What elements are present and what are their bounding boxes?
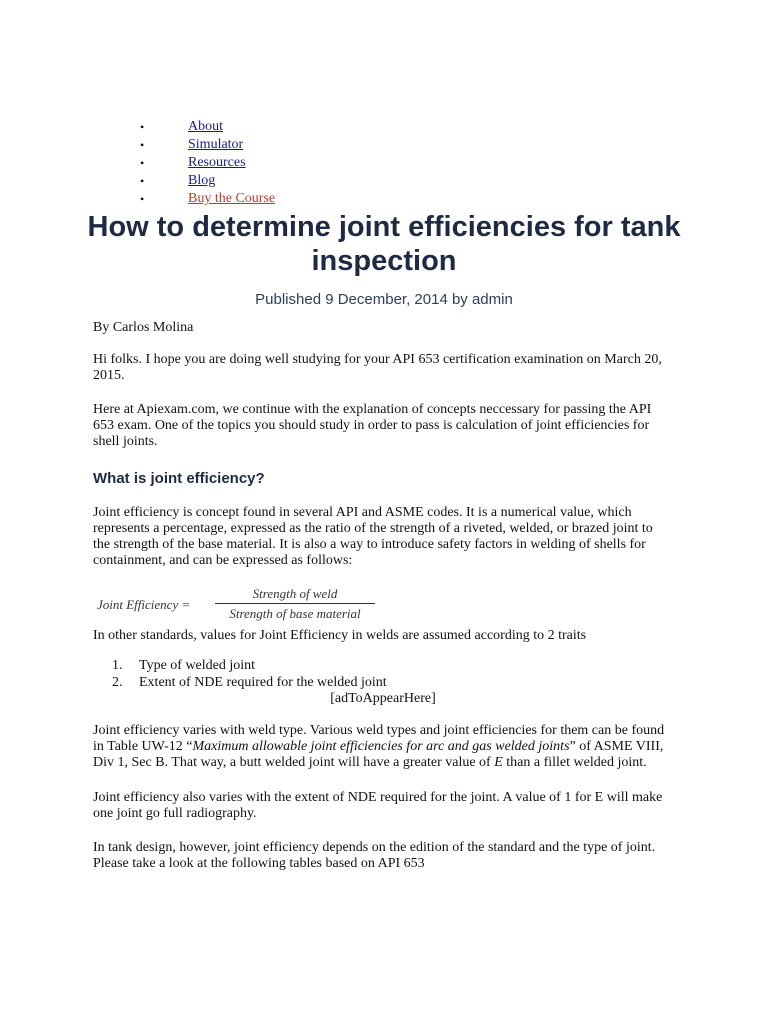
- variable-e: E: [494, 755, 503, 770]
- formula-fraction: [215, 586, 375, 622]
- bullet-icon: •: [140, 138, 145, 152]
- tank-design-paragraph: In tank design, however, joint efficiency depends on the edition of the standard and the type of joint. Please take a look at the following tables based on API 653: [93, 840, 656, 871]
- nde-paragraph: Joint efficiency also varies with the extent of NDE required for the joint. A value of 1 for E will make one joint go full radiography.: [93, 790, 663, 821]
- list-number: 2.: [112, 675, 123, 690]
- nav-link-about[interactable]: About: [188, 119, 223, 134]
- formula-lhs: Joint Efficiency =: [97, 597, 191, 612]
- formula-denominator: Strength of base material: [229, 606, 361, 621]
- formula-numerator: Strength of weld: [252, 586, 338, 601]
- definition-paragraph: Joint efficiency is concept found in several API and ASME codes. It is a numerical value, which represents a percentage, expressed as the ratio of the strength of a riveted, welded, or brazed joint to the strength of the base material. It is also a way to introduce safety factors in welding of shells for containment, and can be expressed as follows:: [93, 505, 653, 568]
- nav-link-resources[interactable]: Resources: [188, 155, 246, 170]
- nav-link-simulator[interactable]: Simulator: [188, 137, 244, 152]
- intro-paragraph: Hi folks. I hope you are doing well studying for your API 653 certification examination on March 20, 2015.: [93, 352, 662, 383]
- bullet-icon: •: [140, 192, 145, 206]
- list-number: 1.: [112, 658, 123, 673]
- byline: By Carlos Molina: [93, 320, 194, 335]
- weld-text-b: ” of ASME VIII, Div 1, Sec B. That way, a butt welded joint will have a greater value of: [93, 739, 664, 770]
- list-text: Type of welded joint: [139, 658, 256, 673]
- fraction-bar: [215, 603, 375, 604]
- weld-type-paragraph: [93, 723, 673, 771]
- traits-intro: In other standards, values for Joint Efficiency in welds are assumed according to 2 traits: [93, 628, 587, 643]
- weld-table-title: Maximum allowable joint efficiencies for arc and gas welded joints: [192, 739, 570, 754]
- bullet-icon: •: [140, 120, 145, 134]
- nav-link-blog[interactable]: Blog: [188, 173, 216, 188]
- page-title: How to determine joint efficiencies for tank inspection: [87, 211, 681, 277]
- context-paragraph: Here at Apiexam.com, we continue with the explanation of concepts neccessary for passing the API 653 exam. One of the topics you should study in order to pass is calculation of joint efficiencies for shell joints.: [93, 402, 652, 449]
- bullet-icon: •: [140, 156, 145, 170]
- weld-text-c: than a fillet welded joint.: [502, 755, 647, 770]
- nav-link-buy-course[interactable]: Buy the Course: [188, 191, 276, 206]
- weld-text-a: Joint efficiency varies with weld type. Various weld types and joint efficiencies for them can be found in Table UW-12 “: [93, 723, 665, 754]
- ad-placeholder: [adToAppearHere]: [330, 691, 436, 706]
- section-heading: What is joint efficiency?: [93, 470, 265, 487]
- post-meta: Published 9 December, 2014 by admin: [255, 291, 513, 308]
- bullet-icon: •: [140, 174, 145, 188]
- list-text: Extent of NDE required for the welded joint: [139, 675, 387, 690]
